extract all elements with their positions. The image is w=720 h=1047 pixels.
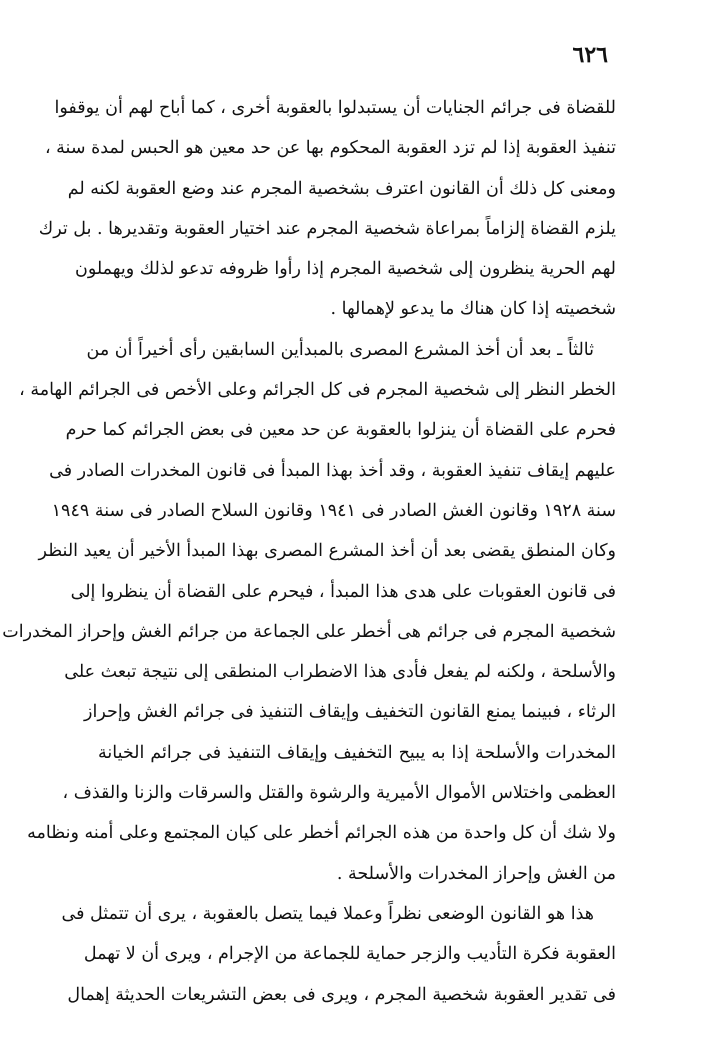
text-line: تنفيذ العقوبة إذا لم تزد العقوبة المحكوم بها عن حد معين هو الحبس لمدة سنة ، xyxy=(44,138,616,159)
text-line: العقوبة فكرة التأديب والزجر حماية للجماعة من الإجرام ، ويرى أن لا تهمل xyxy=(83,944,616,965)
text-line: المخدرات والأسلحة إذا به يبيح التخفيف وإيقاف التنفيذ فى جرائم الخيانة xyxy=(98,742,616,763)
text-line: فى تقدير العقوبة شخصية المجرم ، ويرى فى بعض التشريعات الحديثة إهمال xyxy=(67,984,616,1005)
text-line: للقضاة فى جرائم الجنايات أن يستبدلوا بالعقوبة أخرى ، كما أباح لهم أن يوقفوا xyxy=(54,98,616,118)
text-line: الرثاء ، فبينما يمنع القانون التخفيف وإيقاف التنفيذ فى جرائم الغش وإحراز xyxy=(84,702,616,723)
text-line: فى قانون العقوبات على هدى هذا المبدأ ، فيحرم على القضاة أن ينظروا إلى xyxy=(70,581,616,602)
paragraph-start-line: ثالثاً ـ بعد أن أخذ المشرع المصرى بالمبدأين السابقين رأى أخيراً أن من xyxy=(86,339,594,360)
text-line: وكان المنطق يقضى بعد أن أخذ المشرع المصرى بهذا المبدأ الأخير أن يعيد النظر xyxy=(38,541,616,562)
text-line: لهم الحرية ينظرون إلى شخصية المجرم إذا رأوا ظروفه تدعو لذلك ويهملون xyxy=(74,259,616,280)
page-number: ٦٢٦ xyxy=(572,42,608,68)
text-line: سنة ١٩٢٨ وقانون الغش الصادر فى ١٩٤١ وقانون السلاح الصادر فى سنة ١٩٤٩ xyxy=(51,500,616,521)
text-line: العظمى واختلاس الأموال الأميرية والرشوة والقتل والسرقات والزنا والقذف ، xyxy=(62,783,616,804)
text-line: يلزم القضاة إلزاماً بمراعاة شخصية المجرم عند اختيار العقوبة وتقديرها . بل ترك xyxy=(38,218,616,239)
text-line: الخطر النظر إلى شخصية المجرم فى كل الجرائم وعلى الأخص فى الجرائم الهامة ، xyxy=(19,380,616,401)
text-line: ومعنى كل ذلك أن القانون اعترف بشخصية المجرم عند وضع العقوبة لكنه لم xyxy=(67,178,616,199)
paragraph-end-line: شخصيته إذا كان هناك ما يدعو لإهمالها . xyxy=(330,299,616,320)
paragraph-start-line: هذا هو القانون الوضعى نظراً وعملا فيما يتصل بالعقوبة ، يرى أن تتمثل فى xyxy=(61,903,594,924)
text-line: والأسلحة ، ولكنه لم يفعل فأدى هذا الاضطراب المنطقى إلى نتيجة تبعث على xyxy=(64,662,616,683)
text-line: ولا شك أن كل واحدة من هذه الجرائم أخطر على كيان المجتمع وعلى أمنه ونظامه xyxy=(27,823,616,844)
text-line: فحرم على القضاة أن ينزلوا بالعقوبة عن حد معين فى بعض الجرائم كما حرم xyxy=(65,420,616,441)
text-line: عليهم إيقاف تنفيذ العقوبة ، وقد أخذ بهذا المبدأ فى قانون المخدرات الصادر فى xyxy=(49,460,616,481)
paragraph-end-line: من الغش وإحراز المخدرات والأسلحة . xyxy=(336,863,616,884)
text-line: شخصية المجرم فى جرائم هى أخطر على الجماعة من جرائم الغش وإحراز المخدرات xyxy=(2,621,616,642)
body-text xyxy=(2,88,616,1015)
